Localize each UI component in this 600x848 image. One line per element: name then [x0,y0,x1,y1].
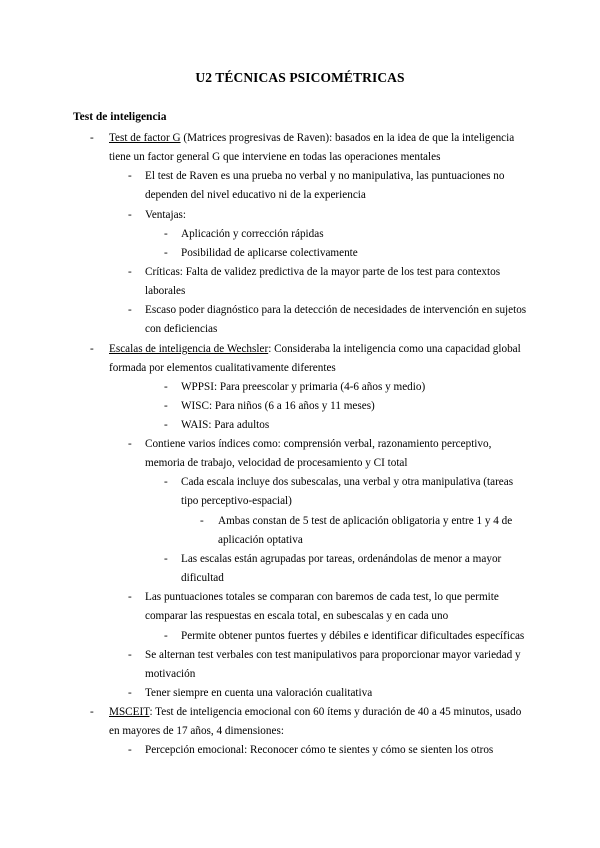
list-item: - WAIS: Para adultos [164,419,270,431]
list-item: - WPPSI: Para preescolar y primaria (4-6 años y medio) [164,381,426,393]
list-item: - Aplicación y corrección rápidas [164,228,324,240]
list-item-continuation: aplicación optativa [218,534,303,546]
list-item: - Escaso poder diagnóstico para la detección de necesidades de intervención en sujetos [128,304,527,316]
list-item: - Tener siempre en cuenta una valoración cualitativa [128,687,373,699]
list-item-text: Test de factor G (Matrices progresivas de Raven): basados en la idea de que la inteligencia [109,132,515,144]
list-item-continuation: comparar las respuestas en escala total, en subescalas y en cada uno [145,610,449,622]
list-item: - El test de Raven es una prueba no verbal y no manipulativa, las puntuaciones no [128,170,505,182]
list-item: - WISC: Para niños (6 a 16 años y 11 meses) [164,400,375,412]
list-item-continuation: formada por elementos cualitativamente diferentes [109,362,336,374]
term-link: Escalas de inteligencia de Wechsler [109,343,269,355]
bullet-dash: - [90,132,94,144]
list-item: - Las escalas están agrupadas por tareas, ordenándolas de menor a mayor [164,553,502,565]
list-item-continuation: memoria de trabajo, velocidad de procesamiento y CI total [145,457,408,469]
list-item-wechsler: - Escalas de inteligencia de Wechsler: Consideraba la inteligencia como una capacidad global [90,343,521,355]
list-item-continuation: tiene un factor general G que interviene en todas las operaciones mentales [109,151,441,163]
list-item-raven [0,129,600,148]
list-item-continuation: tipo perceptivo-espacial) [181,495,292,507]
list-item-continuation: laborales [145,285,186,297]
list-item: - Se alternan test verbales con test manipulativos para proporcionar mayor variedad y [128,649,521,661]
term-link: Test de factor G [109,132,181,144]
list-item-msceit: - MSCEIT: Test de inteligencia emocional con 60 ítems y duración de 40 a 45 minutos, usado [90,706,522,718]
list-item: - Cada escala incluye dos subescalas, una verbal y otra manipulativa (tareas [164,476,514,488]
list-item-criticas: - Críticas: Falta de validez predictiva de la mayor parte de los test para contextos [128,266,501,278]
page-title: U2 TÉCNICAS PSICOMÉTRICAS [195,70,405,85]
section-heading: Test de inteligencia [73,111,167,123]
list-item: - Ambas constan de 5 test de aplicación obligatoria y entre 1 y 4 de [200,515,513,527]
list-item-continuation: motivación [145,668,196,680]
list-item: - Contiene varios índices como: comprensión verbal, razonamiento perceptivo, [128,438,492,450]
list-item: - Posibilidad de aplicarse colectivamente [164,247,358,259]
list-item: - Permite obtener puntos fuertes y débiles e identificar dificultades específicas [164,630,525,642]
list-item-ventajas: - Ventajas: [128,209,187,221]
list-item-continuation: en mayores de 17 años, 4 dimensiones: [109,725,284,737]
list-item: - Percepción emocional: Reconocer cómo te sientes y cómo se sienten los otros [128,744,494,756]
list-item-continuation: dependen del nivel educativo ni de la experiencia [145,189,366,201]
list-item: - Las puntuaciones totales se comparan con baremos de cada test, lo que permite [128,591,499,603]
term-link: MSCEIT [109,706,150,718]
list-item-continuation: con deficiencias [145,323,218,335]
list-item-continuation: dificultad [181,572,224,584]
